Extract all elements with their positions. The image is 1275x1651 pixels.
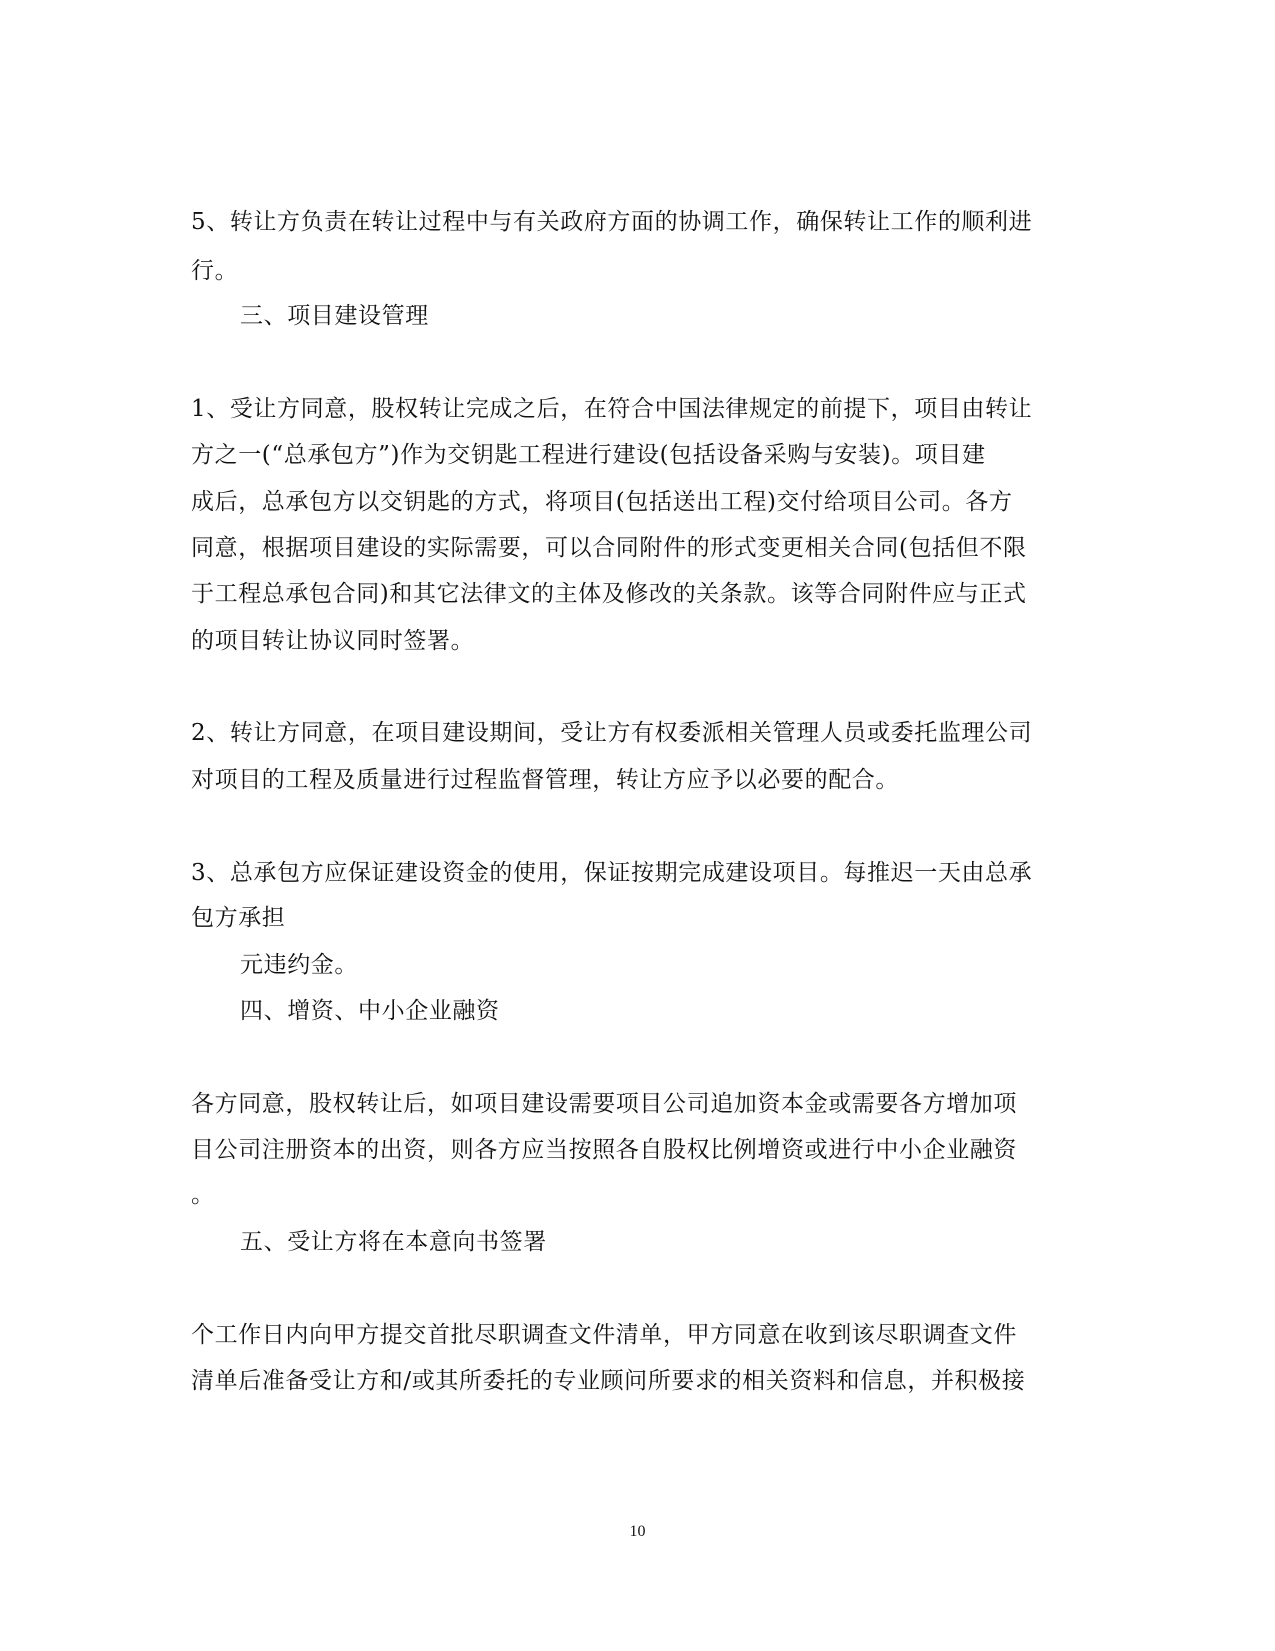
text-line: 。 bbox=[191, 1182, 215, 1208]
text-line: 的项目转让协议同时签署。 bbox=[191, 628, 475, 654]
text-line: 3、总承包方应保证建设资金的使用，保证按期完成建设项目。每推迟一天由总承 bbox=[191, 860, 1033, 886]
text-line: 行。 bbox=[191, 258, 239, 284]
text-line: 5、转让方负责在转让过程中与有关政府方面的协调工作，确保转让工作的顺利进 bbox=[191, 209, 1033, 235]
text-line: 1、受让方同意，股权转让完成之后，在符合中国法律规定的前提下，项目由转让 bbox=[191, 396, 1033, 422]
page-number: 10 bbox=[629, 1523, 646, 1540]
text-line: 方之一(“总承包方”)作为交钥匙工程进行建设(包括设备采购与安装)。项目建 bbox=[191, 442, 986, 468]
text-line: 对项目的工程及质量进行过程监督管理，转让方应予以必要的配合。 bbox=[191, 767, 899, 793]
text-line: 成后，总承包方以交钥匙的方式，将项目(包括送出工程)交付给项目公司。各方 bbox=[191, 489, 1013, 515]
section-heading: 四、增资、中小企业融资 bbox=[240, 998, 500, 1024]
text-line: 2、转让方同意，在项目建设期间，受让方有权委派相关管理人员或委托监理公司 bbox=[191, 720, 1033, 746]
text-line: 清单后准备受让方和/或其所委托的专业顾问所要求的相关资料和信息，并积极接 bbox=[191, 1368, 1026, 1394]
text-line: 目公司注册资本的出资，则各方应当按照各自股权比例增资或进行中小企业融资 bbox=[191, 1137, 1017, 1163]
text-line: 于工程总承包合同)和其它法律文的主体及修改的关条款。该等合同附件应与正式 bbox=[191, 581, 1027, 607]
text-line: 包方承担 bbox=[191, 905, 286, 931]
section-heading: 三、项目建设管理 bbox=[240, 303, 429, 329]
text-line: 元违约金。 bbox=[240, 952, 358, 978]
text-line: 同意，根据项目建设的实际需要，可以合同附件的形式变更相关合同(包括但不限 bbox=[191, 535, 1027, 561]
section-heading: 五、受让方将在本意向书签署 bbox=[240, 1229, 547, 1255]
text-line: 各方同意，股权转让后，如项目建设需要项目公司追加资本金或需要各方增加项 bbox=[191, 1091, 1017, 1117]
text-line: 个工作日内向甲方提交首批尽职调查文件清单，甲方同意在收到该尽职调查文件 bbox=[191, 1322, 1017, 1348]
